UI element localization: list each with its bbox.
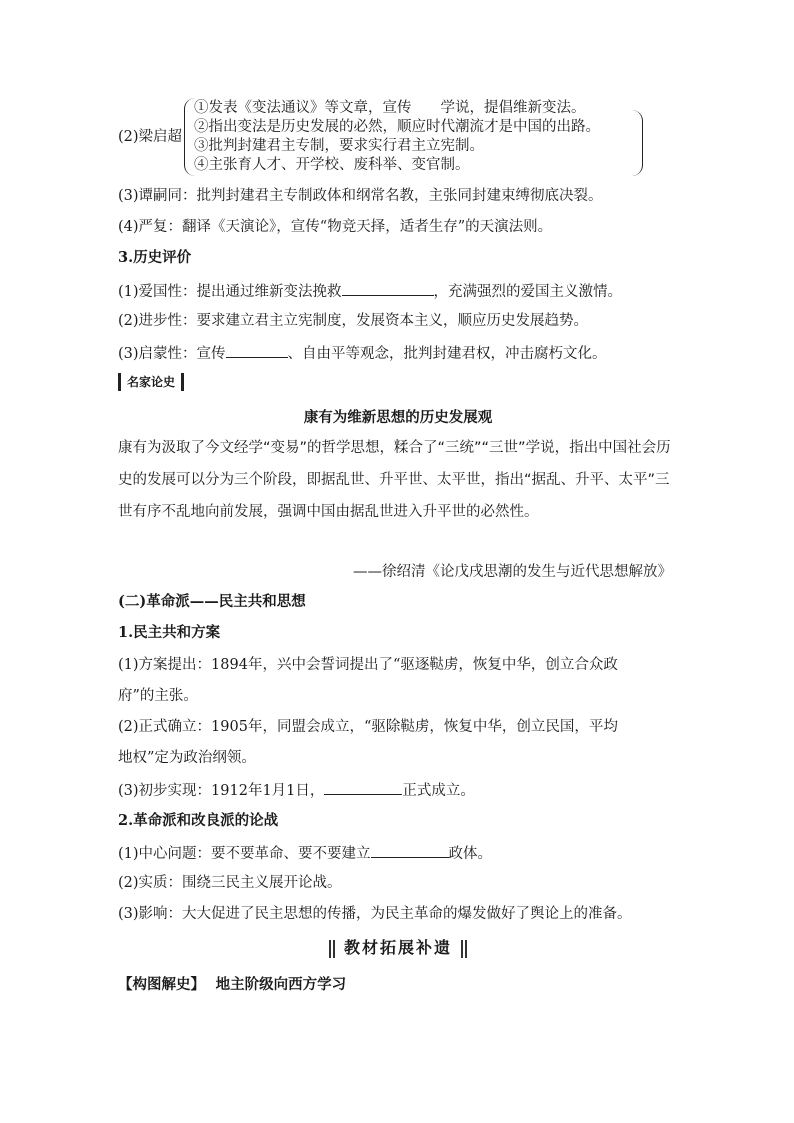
blank-1[interactable] xyxy=(342,280,434,296)
section-heading-text: 教材拓展补遗 xyxy=(343,938,452,957)
right-brace xyxy=(632,110,643,176)
footer-line xyxy=(118,975,678,995)
liang-label: (2)梁启超 xyxy=(118,129,183,145)
eval-patriotic xyxy=(118,280,678,302)
eval-enlightening-a: (3)启蒙性：宣传 xyxy=(118,346,226,362)
revolution-a2b: 地权”定为政治纲领。 xyxy=(118,750,256,766)
revolution-b1 xyxy=(118,842,678,864)
revolution-a3-b: 正式成立。 xyxy=(402,783,475,799)
section-heading xyxy=(118,935,678,958)
revolution-b3: (3)影响：大大促进了民主思想的传播，为民主革命的爆发做好了舆论上的准备。 xyxy=(118,906,632,922)
eval-progressive: (2)进步性：要求建立君主立宪制度，发展资本主义，顺应历史发展趋势。 xyxy=(118,313,589,329)
liang-item-4: ④主张育人才、开学校、废科举、变官制。 xyxy=(194,157,470,173)
blank-2[interactable] xyxy=(226,342,288,358)
revolution-a1b: 府”的主张。 xyxy=(118,688,198,704)
revolution-b1-a: (1)中心问题：要不要革命、要不要建立 xyxy=(118,846,371,862)
eval-patriotic-b: ，充满强烈的爱国主义激情。 xyxy=(433,284,623,300)
quote-source: ——徐绍清《论戊戌思潮的发生与近代思想解放》 xyxy=(353,564,672,580)
revolution-a1: (1)方案提出：1894年，兴中会誓词提出了“驱逐鞑虏，恢复中华，创立合众政 xyxy=(118,657,618,673)
liang-item-2: ②指出变法是历史发展的必然，顺应时代潮流才是中国的出路。 xyxy=(194,119,600,135)
liang-item-1: ①发表《变法通议》等文章，宣传 学说，提倡维新变法。 xyxy=(194,100,586,116)
bar-right-1 xyxy=(461,940,463,958)
blank-3[interactable] xyxy=(324,779,402,795)
eval-patriotic-a: (1)爱国性：提出通过维新变法挽救 xyxy=(118,284,342,300)
quote-body: 康有为汲取了今文经学“变易”的哲学思想，糅合了“三统”“三世”学说，指出中国社会历史的发展可以分为三个阶段，即据乱世、升平世、太平世，指出“据乱、升平、太平”三世有序不乱地向前发展，强调中国由据乱世进入升平世的必然性。 xyxy=(118,440,671,520)
revolution-heading: (二)革命派——民主共和思想 xyxy=(118,593,306,610)
footer-text: 地主阶级向西方学习 xyxy=(215,976,347,993)
eval-enlightening xyxy=(118,342,678,364)
yan-fu: (4)严复：翻译《天演论》，宣传“物竞天择，适者生存”的天演法则。 xyxy=(118,219,553,235)
revolution-a3 xyxy=(118,779,678,801)
revolution-a2: (2)正式确立：1905年，同盟会成立，“驱除鞑虏，恢复中华，创立民国，平均 xyxy=(118,719,618,735)
tan-sitong: (3)谭嗣同：批判封建君主专制政体和纲常名教，主张同封建束缚彻底决裂。 xyxy=(118,188,603,204)
liang-item-3: ③批判封建君主专制，要求实行君主立宪制。 xyxy=(194,138,484,154)
bar-right-2 xyxy=(465,940,467,958)
blank-4[interactable] xyxy=(371,842,449,858)
bar-left-2 xyxy=(333,940,335,958)
revolution-a3-a: (3)初步实现：1912年1月1日， xyxy=(118,783,325,799)
footer-label: 【构图解史】 xyxy=(118,976,205,993)
quote-title: 康有为维新思想的历史发展观 xyxy=(303,410,493,426)
eval-enlightening-b: 、自由平等观念，批判封建君权，冲击腐朽文化。 xyxy=(287,346,607,362)
bar-left-1 xyxy=(329,940,331,958)
revolution-sub2: 2.革命派和改良派的论战 xyxy=(118,812,279,829)
revolution-b2: (2)实质：围绕三民主义展开论战。 xyxy=(118,875,342,891)
eval-heading: 3.历史评价 xyxy=(118,249,192,266)
revolution-sub1: 1.民主共和方案 xyxy=(118,624,221,641)
revolution-b1-b: 政体。 xyxy=(448,846,493,862)
section-tag: 名家论史 xyxy=(118,373,184,391)
